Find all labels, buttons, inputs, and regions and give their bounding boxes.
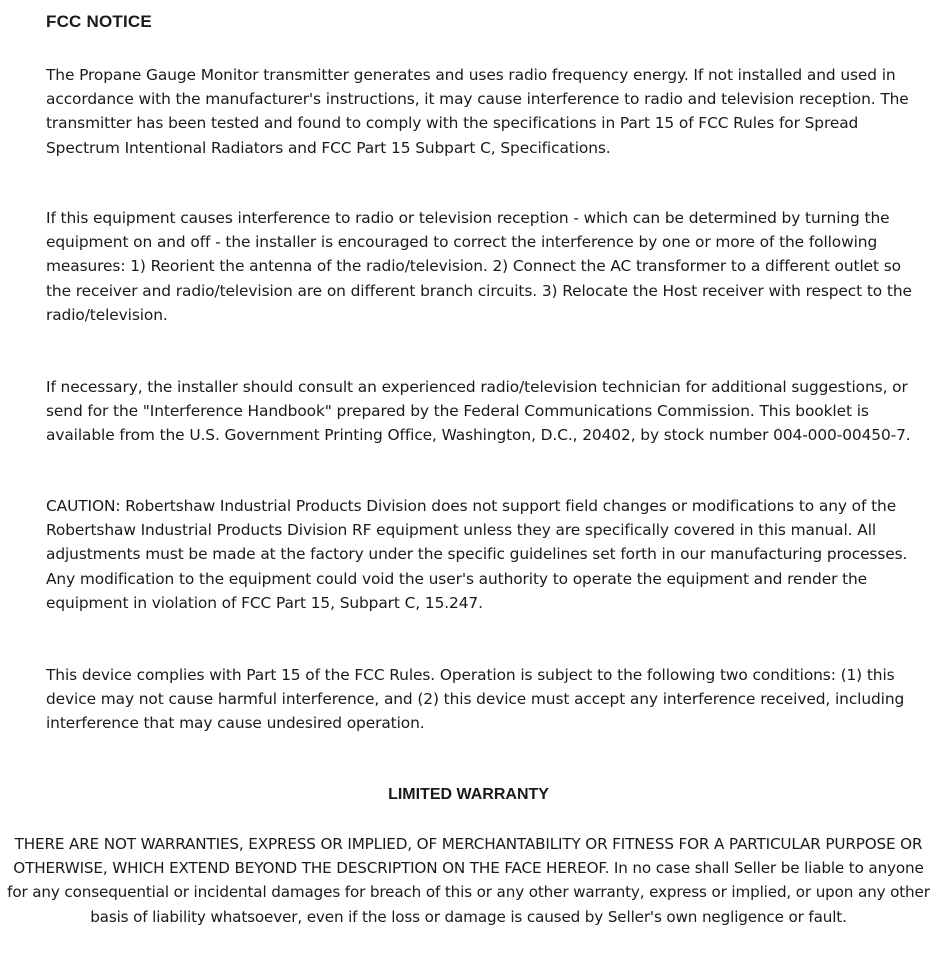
fcc-paragraph-compliance: This device complies with Part 15 of the FCC Rules. Operation is subject to the following two conditions: (1) this device may not cause harmful interference, and (2) this device must accept any interference received, including interference that may cause undesired operation.: [46, 666, 905, 733]
fcc-paragraph-technician: If necessary, the installer should consult an experienced radio/television technician for additional suggestions, or send for the "Interference Handbook" prepared by the Federal Communications Commission. This booklet is available from the U.S. Government Printing Office, Washington, D.C., 20402, by stock number 004-000-00450-7.: [46, 378, 911, 445]
fcc-paragraph-caution: CAUTION: Robertshaw Industrial Products Division does not support field changes or modifications to any of the Robertshaw Industrial Products Division RF equipment unless they are specifically covered in this manual. All adjustments must be made at the factory under the specific guidelines set forth in our manufacturing processes. Any modification to the equipment could void the user's authority to operate the equipment and render the equipment in violation of FCC Part 15, Subpart C, 15.247.: [46, 497, 908, 612]
fcc-notice-heading: FCC NOTICE: [46, 12, 152, 31]
limited-warranty-text: THERE ARE NOT WARRANTIES, EXPRESS OR IMPLIED, OF MERCHANTABILITY OR FITNESS FOR A PARTICULAR PURPOSE OR OTHERWISE, WHICH EXTEND BEYOND THE DESCRIPTION ON THE FACE HEREOF. In no case shall Seller be liable to anyone for any consequential or incidental damages for breach of this or any other warranty, express or implied, or upon any other basis of liability whatsoever, even if the loss or damage is caused by Seller's own negligence or fault.: [7, 835, 930, 926]
limited-warranty-heading: LIMITED WARRANTY: [388, 786, 549, 803]
fcc-paragraph-transmitter: The Propane Gauge Monitor transmitter generates and uses radio frequency energy. If not installed and used in accordance with the manufacturer's instructions, it may cause interference to radio and television reception. The transmitter has been tested and found to comply with the specifications in Part 15 of FCC Rules for Spread Spectrum Intentional Radiators and FCC Part 15 Subpart C, Specifications.: [46, 66, 909, 157]
fcc-paragraph-interference-measures: If this equipment causes interference to radio or television reception - which can be determined by turning the equipment on and off - the installer is encouraged to correct the interference by one or more of the following measures: 1) Reorient the antenna of the radio/television. 2) Connect the AC transformer to a different outlet so the receiver and radio/television are on different branch circuits. 3) Relocate the Host receiver with respect to the radio/television.: [46, 209, 912, 324]
